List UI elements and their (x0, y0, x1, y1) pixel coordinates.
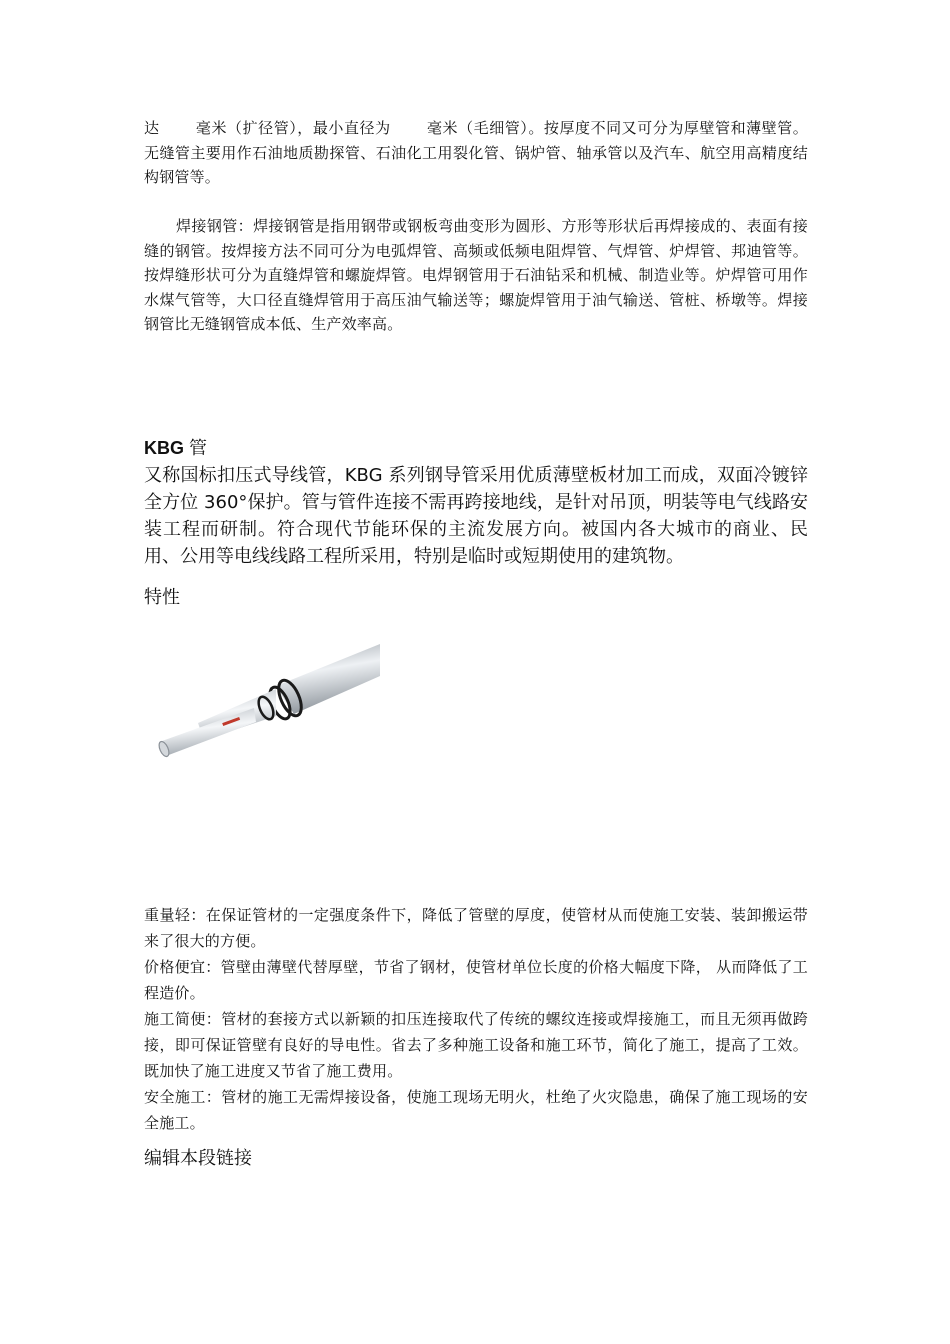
intro-paragraph (144, 116, 808, 190)
intro-text-c: 毫米（毛细管）。按厚度不同又可分为厚壁管和薄壁管。无缝管主要用作石油地质勘探管、石油化工用裂化管、锅炉管、轴承管以及汽车、航空用高精度结构钢管等。 (144, 119, 808, 186)
intro-text-a: 达 (144, 119, 160, 137)
features-heading: 特性 (144, 587, 180, 608)
feature-item: 重量轻：在保证管材的一定强度条件下，降低了管壁的厚度，使管材从而使施工安装、装卸搬运带来了很大的方便。 (144, 906, 808, 950)
intro-text-b: 毫米（扩径管），最小直径为 (195, 119, 391, 137)
welded-pipe-paragraph (144, 214, 808, 337)
welded-pipe-text: 焊接钢管：焊接钢管是指用钢带或钢板弯曲变形为圆形、方形等形状后再焊接成的、表面有接缝的钢管。按焊接方法不同可分为电弧焊管、高频或低频电阻焊管、气焊管、炉焊管、邦迪管等。按焊缝形状可分为直缝焊管和螺旋焊管。电焊钢管用于石油钻采和机械、制造业等。炉焊管可用作水煤气管等，大口径直缝焊管用于高压油气输送等；螺旋焊管用于油气输送、管桩、桥墩等。焊接钢管比无缝钢管成本低、生产效率高。 (144, 217, 808, 333)
feature-item: 安全施工：管材的施工无需焊接设备，使施工现场无明火，杜绝了火灾隐患，确保了施工现场的安全施工。 (144, 1088, 808, 1132)
kbg-pipe-image (144, 636, 384, 806)
edit-section-link[interactable]: 编辑本段链接 (144, 1148, 252, 1169)
feature-item: 价格便宜：管壁由薄壁代替厚壁，节省了钢材，使管材单位长度的价格大幅度下降， 从而降低了工程造价。 (144, 958, 808, 1002)
feature-item: 施工简便：管材的套接方式以新颖的扣压连接取代了传统的螺纹连接或焊接施工，而且无须再做跨接，即可保证管壁有良好的导电性。省去了多种施工设备和施工环节，简化了施工，提高了工效。既加快了施工进度又节省了施工费用。 (144, 1010, 808, 1080)
features-list (144, 902, 808, 1136)
kbg-description: 又称国标扣压式导线管，KBG 系列钢导管采用优质薄壁板材加工而成，双面冷镀锌全方位 360°保护。管与管件连接不需再跨接地线，是针对吊顶，明装等电气线路安装工程而研制。符合现代节能环保的主流发展方向。被国内各大城市的商业、民用、公用等电线线路工程所采用，特别是临时或短期使用的建筑物。 (144, 465, 808, 567)
kbg-heading-bold: KBG (144, 438, 184, 458)
kbg-heading-suffix: 管 (184, 438, 208, 458)
kbg-heading (144, 436, 207, 460)
